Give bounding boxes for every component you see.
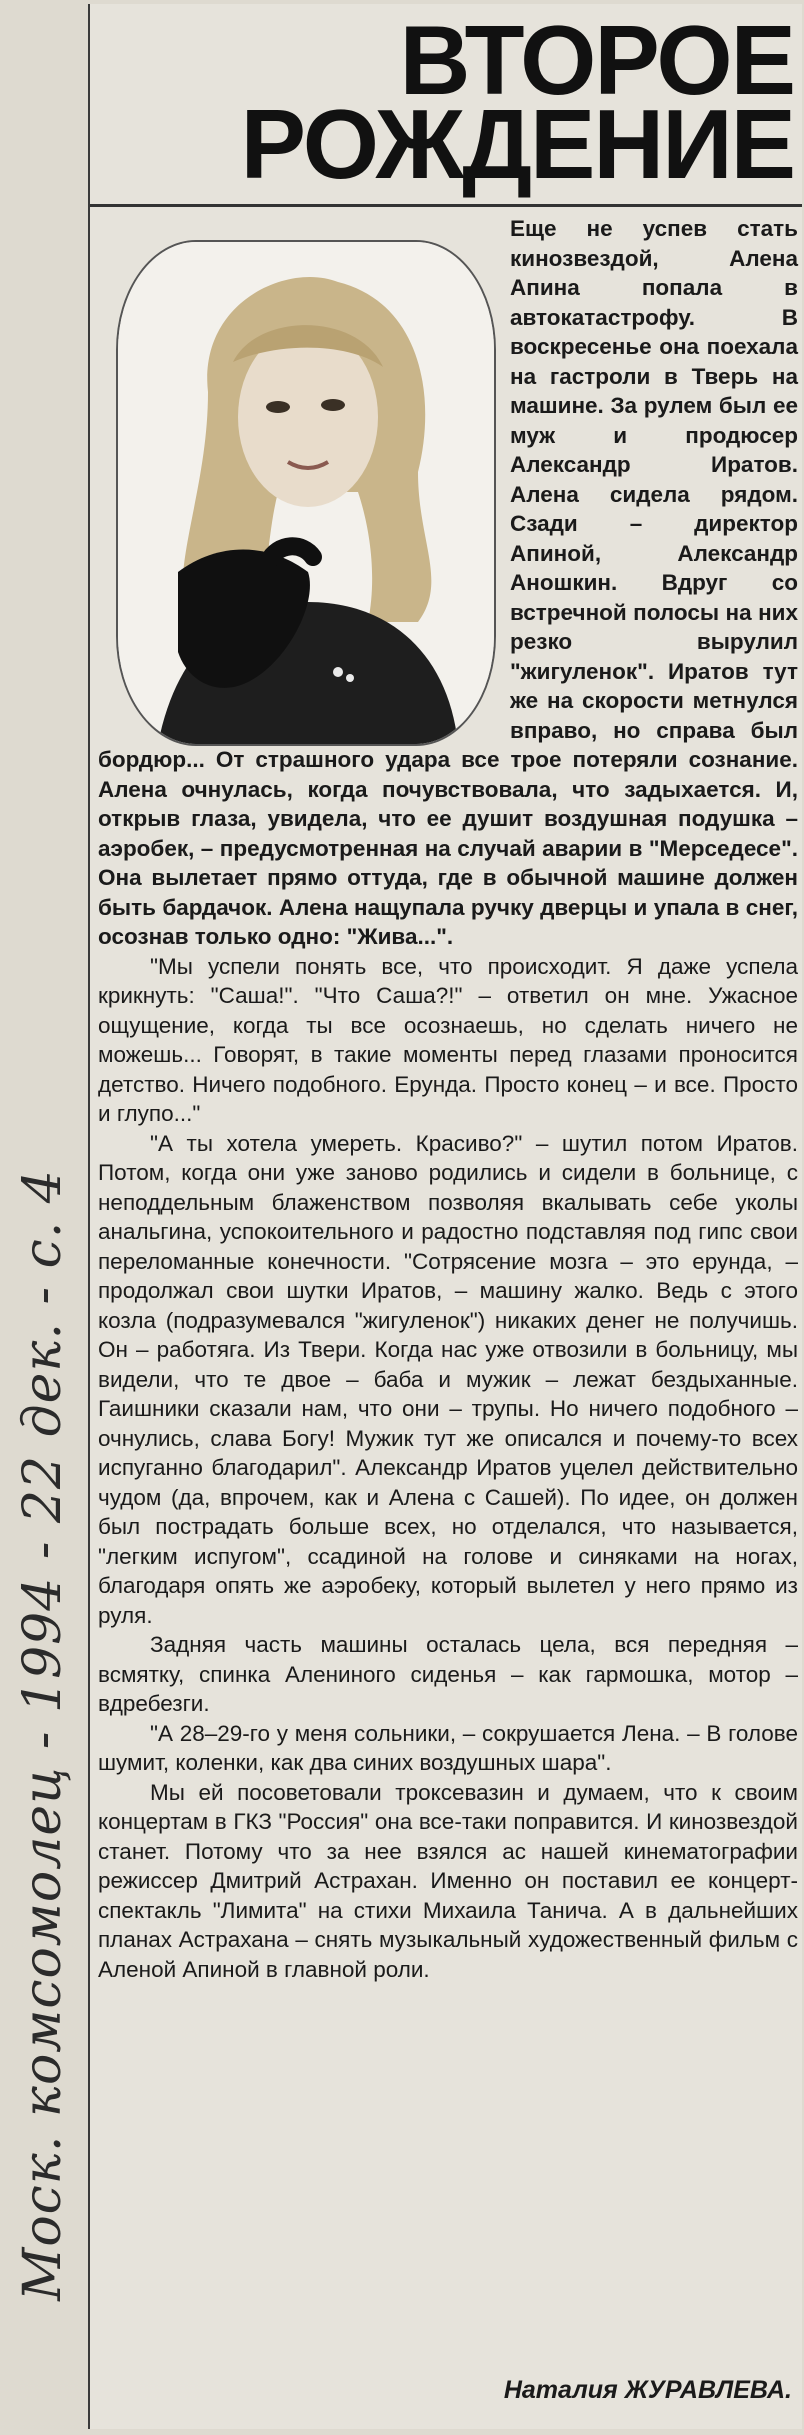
article-paragraph: Задняя часть машины осталась цела, вся передняя – всмятку, спинка Алениного сиденья – как гармошка, мотор – вдребезги. [98, 1632, 798, 1716]
handwritten-note-text: Моск. комсомолец - 1994 - 22 дек. - с. 4 [13, 1169, 73, 2301]
headline-rule [90, 204, 802, 207]
headline-line-1: ВТОРОЕ [399, 5, 794, 115]
article-paragraph: "А ты хотела умереть. Красиво?" – шутил потом Иратов. Потом, когда они уже заново родились и сидели в больнице, с неподдельным блаженством позволяя вкалывать себе уколы анальгина, успокоительного и радостно подставляя под гипс свои переломанные конечности. "Сотрясение мозга – это ерунда, – продолжал свои шутки Иратов, – машину жалко. Ведь с этого козла (подразумевался "жигуленок") никаких денег не получишь. Он – работяга. Из Твери. Когда нас уже отвозили в больницу, мы видели, что те двое – баба и мужик – лежат бездыханные. Гаишники сказали нам, что они – трупы. Но ничего подобного – очнулись, слава Богу! Мужик тут же описался и почему-то всех испуганно благодарил". Александр Иратов уцелел действительно чудом (да, впрочем, как и Алена с Сашей). По идее, он должен был пострадать больше всех, но отделался, что называется, "легким испугом", ссадиной на голове и синяками на ногах, благодаря опять же аэробеку, который вылетел у него прямо из руля. [98, 1130, 798, 1628]
article-body [98, 214, 798, 1984]
article-lead: Еще не успев стать кинозвездой, Алена Апина попала в автокатастрофу. В воскресенье она поехала на гастроли в Тверь на машине. За рулем был ее муж и продюсер Александр Иратов. Алена сидела рядом. Сзади – директор Апиной, Александр Аношкин. Вдруг со встречной полосы на них резко вырулил "жигуленок". Иратов тут же на скорости метнулся вправо, но справа был бордюр... От страшного удара все трое потеряли сознание. Алена очнулась, когда почувствовала, что задыхается. И, открыв глаза, увидела, что ее душит воздушная подушка – аэробек, – предусмотренная на случай аварии в "Мерседесе". Она вылетает прямо оттуда, где в обычной машине должен быть бардачок. Алена нащупала ручку дверцы и упала в снег, осознав только одно: "Жива...". [98, 216, 798, 949]
author-signature: Наталия ЖУРАВЛЕВА. [503, 2376, 792, 2404]
headline [240, 5, 794, 199]
article-paragraph: "А 28–29-го у меня сольники, – сокрушается Лена. – В голове шумит, коленки, как два синих воздушных шара". [98, 1720, 798, 1775]
newspaper-clipping [88, 4, 802, 2429]
handwritten-margin-note [0, 1040, 86, 2430]
article-paragraph: "Мы успели понять все, что происходит. Я даже успела крикнуть: "Саша!". "Что Саша?!" – ответил он мне. Ужасное ощущение, когда ты все осознаешь, но сделать ничего не можешь... Говорят, в такие моменты перед глазами проносится детство. Ничего подобного. Ерунда. Просто конец – и все. Просто и глупо..." [98, 953, 798, 1126]
headline-line-2: РОЖДЕНИЕ [240, 89, 794, 199]
article-paragraph: Мы ей посоветовали троксевазин и думаем, что к своим концертам в ГКЗ "Россия" она все-таки поправится. И кинозвездой станет. Потому что за нее взялся ас нашей кинематографии режиссер Дмитрий Астрахан. Именно он поставил ее концерт-спектакль "Лимита" на стихи Михаила Танича. А в дальнейших планах Астрахана – снять музыкальный художественный фильм с Аленой Апиной в главной роли. [98, 1779, 798, 1982]
